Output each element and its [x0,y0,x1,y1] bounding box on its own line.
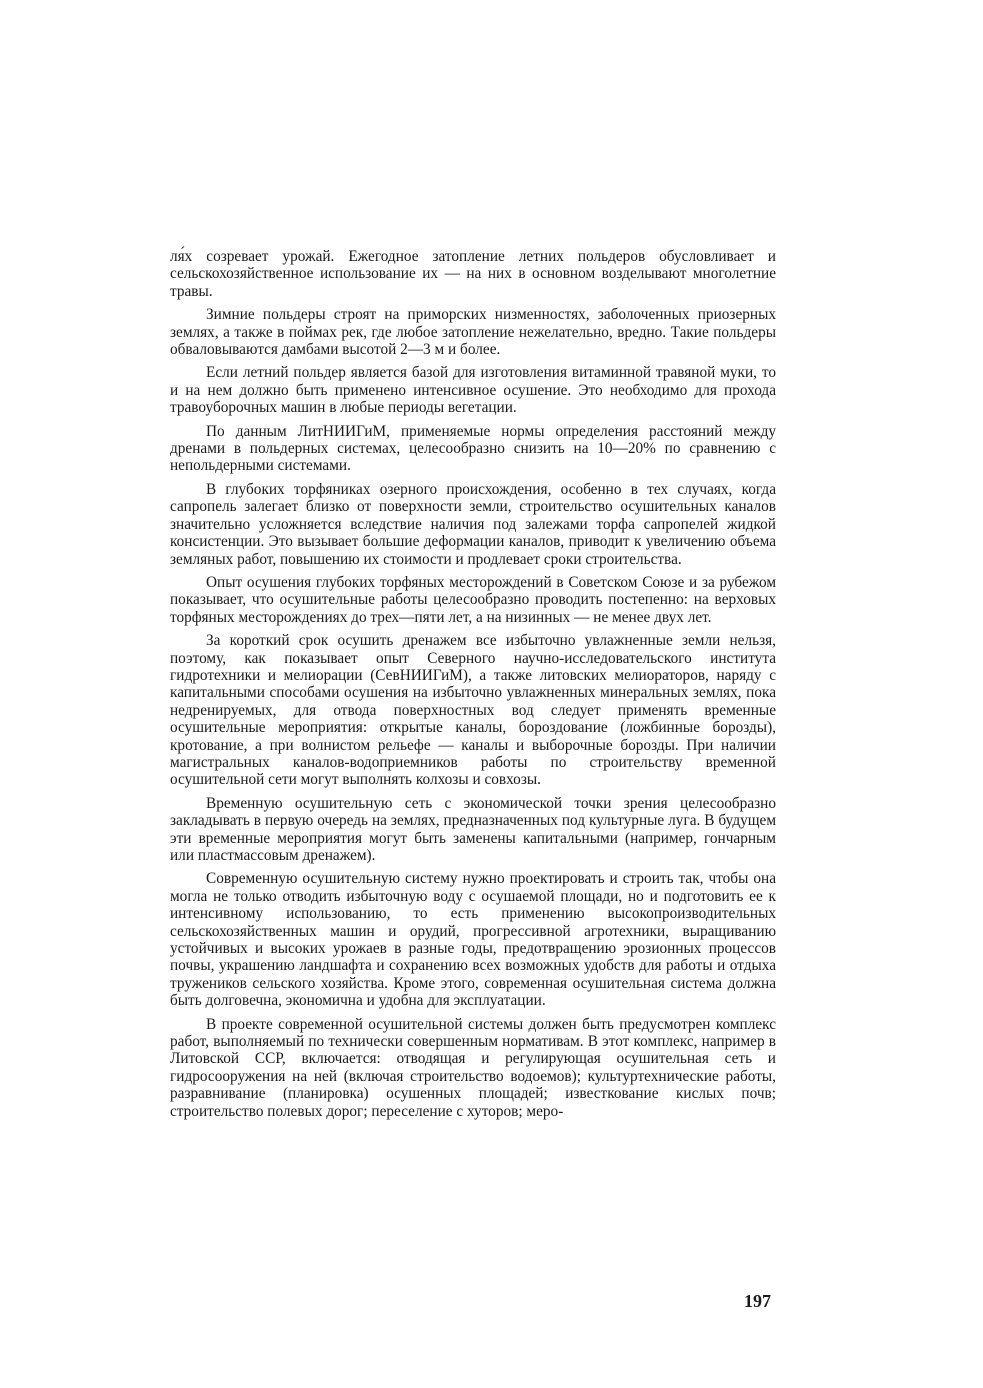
paragraph-1: ля́х созревает урожай. Ежегодное затопление летних польдеров обусловливает и сельскохозяйственное использование их — на них в основном возделывают многолетние травы. [170,248,776,300]
paragraph-10: В проекте современной осушительной системы должен быть предусмотрен комплекс работ, выполняемый по технически совершенным нормативам. В этот комплекс, например в Литовской ССР, включается: отводящая и регулирующая осушительная сеть и гидросооружения на ней (включая строительство водоемов); культуртехнические работы, разравнивание (планировка) осушенных площадей; известкование кислых почв; строительство полевых дорог; переселение с хуторов; меро- [170,1015,776,1120]
paragraph-5: В глубоких торфяниках озерного происхождения, особенно в тех случаях, когда сапропель залегает близко от поверхности земли, строительство осушительных каналов значительно усложняется вследствие наличия под залежами торфа сапропелей жидкой консистенции. Это вызывает большие деформации каналов, приводит к увеличению объема земляных работ, повышению их стоимости и продлевает сроки строительства. [170,480,776,568]
body-text [170,248,776,1126]
paragraph-7: За короткий срок осушить дренажем все избыточно увлажненные земли нельзя, поэтому, как показывает опыт Северного научно-исследовательского института гидротехники и мелиорации (СевНИИГиМ), а также литовских мелиораторов, наряду с капитальными способами осушения на избыточно увлажненных минеральных землях, пока недренируемых, для отвода поверхностных вод следует применять временные осушительные мероприятия: открытые каналы, бороздование (ложбинные борозды), кротование, а при волнистом рельефе — каналы и выборочные борозды. При наличии магистральных каналов-водоприемников работы по строительству временной осушительной сети могут выполнять колхозы и совхозы. [170,632,776,789]
paragraph-9: Современную осушительную систему нужно проектировать и строить так, чтобы она могла не только отводить избыточную воду с осушаемой площади, но и подготовить ее к интенсивному использованию, то есть применению высокопроизводительных сельскохозяйственных машин и орудий, прогрессивной агротехники, выращиванию устойчивых и высоких урожаев в разные годы, предотвращению эрозионных процессов почвы, украшению ландшафта и сохранению всех возможных удобств для работы и отдыха тружеников сельского хозяйства. Кроме этого, современная осушительная система должна быть долговечна, экономична и удобна для эксплуатации. [170,870,776,1010]
paragraph-8: Временную осушительную сеть с экономической точки зрения целесообразно закладывать в первую очередь на землях, предназначенных под культурные луга. В будущем эти временные мероприятия могут быть заменены капитальными (например, гончарным или пластмассовым дренажем). [170,794,776,864]
paragraph-4: По данным ЛитНИИГиМ, применяемые нормы определения расстояний между дренами в польдерных системах, целесообразно снизить на 10—20% по сравнению с непольдерными системами. [170,422,776,475]
paragraph-6: Опыт осушения глубоких торфяных месторождений в Советском Союзе и за рубежом показывает, что осушительные работы целесообразно проводить постепенно: на верховых торфяных месторождениях до трех—пяти лет, а на низинных — не менее двух лет. [170,573,776,626]
paragraph-2: Зимние польдеры строят на приморских низменностях, заболоченных приозерных землях, а также в поймах рек, где любое затопление нежелательно, вредно. Такие польдеры обваловываются дамбами высотой 2—3 м и более. [170,306,776,359]
page-number: 197 [744,1291,771,1311]
paragraph-3: Если летний польдер является базой для изготовления витаминной травяной муки, то и на нем должно быть применено интенсивное осушение. Это необходимо для прохода травоуборочных машин в любые периоды вегетации. [170,364,776,417]
